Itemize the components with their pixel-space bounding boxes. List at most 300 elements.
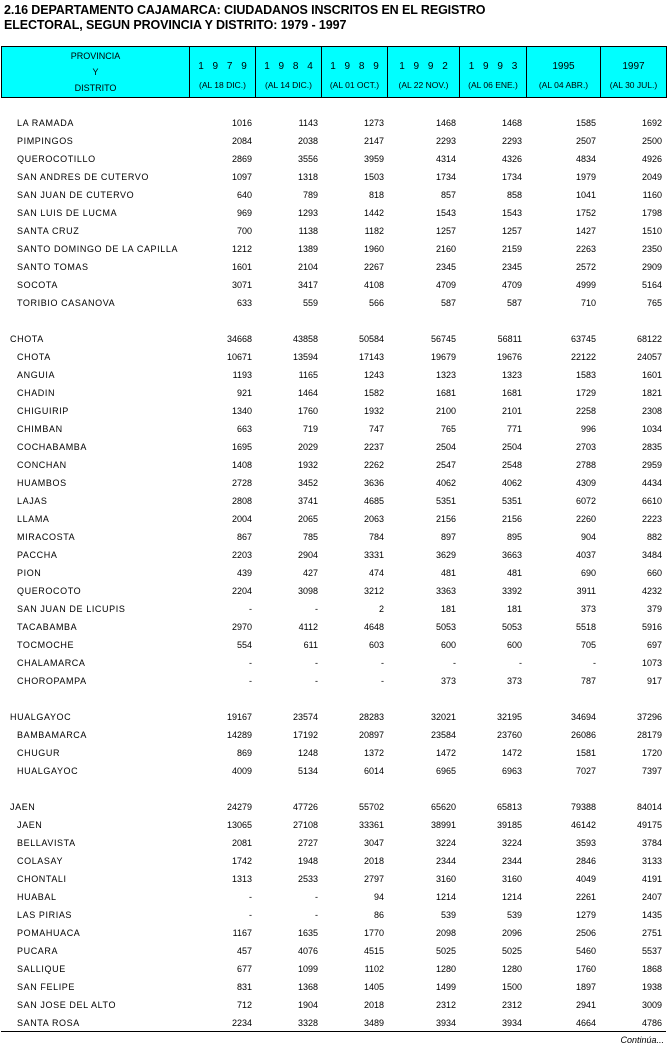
value-cell: 22122	[570, 352, 596, 362]
value-cell: 2160	[435, 244, 456, 254]
header-year-1993: 1 9 9 3 (AL 06 ENE.)	[460, 47, 527, 98]
district-row	[0, 258, 667, 276]
value-cell: 3452	[297, 478, 318, 488]
value-cell: 2049	[641, 172, 662, 182]
value-cell: 2808	[231, 496, 252, 506]
district-row	[0, 348, 667, 366]
value-cell: 3224	[435, 838, 456, 848]
value-cell: 4076	[297, 946, 318, 956]
value-cell: 37296	[636, 712, 662, 722]
value-cell: 2703	[575, 442, 596, 452]
value-cell: 1214	[435, 892, 456, 902]
value-cell: 7397	[641, 766, 662, 776]
value-cell: 3484	[641, 550, 662, 560]
district-name: LAJAS	[17, 496, 48, 506]
value-cell: 4515	[363, 946, 384, 956]
value-cell: 2203	[231, 550, 252, 560]
value-cell: 4062	[501, 478, 522, 488]
value-cell: 2261	[575, 892, 596, 902]
value-cell: 2262	[363, 460, 384, 470]
value-cell: 5351	[435, 496, 456, 506]
value-cell: 1581	[575, 748, 596, 758]
value-cell: 4999	[575, 280, 596, 290]
header-year-1984: 1 9 8 4 (AL 14 DIC.)	[256, 47, 322, 98]
value-cell: 3224	[501, 838, 522, 848]
value-cell: 867	[236, 532, 252, 542]
value-cell: 3160	[435, 874, 456, 884]
value-cell: 4314	[435, 154, 456, 164]
district-row	[0, 762, 667, 780]
value-cell: 3636	[363, 478, 384, 488]
value-cell: 663	[236, 424, 252, 434]
value-cell: 4191	[641, 874, 662, 884]
value-cell: 3489	[363, 1018, 384, 1028]
value-cell: 600	[506, 640, 522, 650]
value-cell: 481	[440, 568, 456, 578]
value-cell: 2223	[641, 514, 662, 524]
value-cell: 4112	[298, 622, 318, 632]
value-cell: 1734	[501, 172, 522, 182]
value-cell: 65813	[496, 802, 522, 812]
value-cell: 904	[580, 532, 596, 542]
value-cell: 1138	[298, 226, 318, 236]
spacer-row	[0, 312, 667, 330]
value-cell: 3417	[297, 280, 318, 290]
value-cell: 474	[368, 568, 384, 578]
value-cell: 1041	[575, 190, 596, 200]
value-cell: 747	[368, 424, 384, 434]
district-row	[0, 564, 667, 582]
value-cell: 1257	[435, 226, 456, 236]
value-cell: 1073	[641, 658, 662, 668]
value-cell: 6610	[641, 496, 662, 506]
value-cell: 2904	[297, 550, 318, 560]
value-cell: 3328	[297, 1018, 318, 1028]
value-cell: 23574	[292, 712, 318, 722]
value-cell: 1427	[575, 226, 596, 236]
value-cell: 1499	[435, 982, 456, 992]
district-row	[0, 492, 667, 510]
value-cell: 4648	[363, 622, 384, 632]
value-cell: 68122	[636, 334, 662, 344]
value-cell: 4062	[435, 478, 456, 488]
value-cell: 1280	[435, 964, 456, 974]
value-cell: -	[453, 658, 456, 668]
value-cell: 1582	[363, 388, 384, 398]
value-cell: 4434	[641, 478, 662, 488]
district-row	[0, 960, 667, 978]
value-cell: 63745	[570, 334, 596, 344]
value-cell: 32195	[496, 712, 522, 722]
value-cell: 5025	[435, 946, 456, 956]
value-cell: 10671	[226, 352, 252, 362]
value-cell: 857	[440, 190, 456, 200]
district-name: CHIMBAN	[17, 424, 63, 434]
value-cell: 1752	[575, 208, 596, 218]
value-cell: 2029	[297, 442, 318, 452]
district-row	[0, 834, 667, 852]
value-cell: 869	[236, 748, 252, 758]
district-row	[0, 186, 667, 204]
value-cell: 4108	[363, 280, 384, 290]
value-cell: 4309	[575, 478, 596, 488]
district-name: TOCMOCHE	[17, 640, 75, 650]
value-cell: 785	[302, 532, 318, 542]
district-row	[0, 150, 667, 168]
province-name: HUALGAYOC	[10, 712, 72, 722]
value-cell: 1160	[642, 190, 662, 200]
value-cell: 1097	[231, 172, 252, 182]
value-cell: 4786	[641, 1018, 662, 1028]
district-name: HUAMBOS	[17, 478, 67, 488]
district-row	[0, 366, 667, 384]
value-cell: 3934	[501, 1018, 522, 1028]
header-year-1997: 1997 (AL 30 JUL.)	[601, 47, 667, 98]
value-cell: 1368	[297, 982, 318, 992]
district-row	[0, 546, 667, 564]
value-cell: 917	[646, 676, 662, 686]
value-cell: 4834	[575, 154, 596, 164]
value-cell: -	[315, 676, 318, 686]
district-row	[0, 402, 667, 420]
value-cell: 3009	[641, 1000, 662, 1010]
value-cell: 1167	[232, 928, 252, 938]
value-cell: 2970	[231, 622, 252, 632]
district-name: PACCHA	[17, 550, 58, 560]
district-row	[0, 726, 667, 744]
value-cell: 2	[378, 604, 384, 614]
value-cell: 2204	[231, 586, 252, 596]
value-cell: 5134	[297, 766, 318, 776]
district-name: SOCOTA	[17, 280, 58, 290]
district-name: PUCARA	[17, 946, 59, 956]
value-cell: 1193	[232, 370, 252, 380]
value-cell: 2797	[363, 874, 384, 884]
value-cell: 2101	[501, 406, 522, 416]
value-cell: 457	[236, 946, 252, 956]
value-cell: 660	[646, 568, 662, 578]
value-cell: -	[315, 604, 318, 614]
district-row	[0, 744, 667, 762]
district-name: SALLIQUE	[17, 964, 66, 974]
district-name: QUEROCOTO	[17, 586, 82, 596]
value-cell: 4049	[575, 874, 596, 884]
value-cell: 55702	[358, 802, 384, 812]
value-cell: 921	[236, 388, 252, 398]
district-name: QUEROCOTILLO	[17, 154, 96, 164]
value-cell: 2147	[363, 136, 384, 146]
district-name: ANGUIA	[17, 370, 56, 380]
value-cell: 3784	[641, 838, 662, 848]
district-row	[0, 618, 667, 636]
value-cell: 1165	[298, 370, 318, 380]
district-row	[0, 438, 667, 456]
value-cell: 2293	[435, 136, 456, 146]
value-cell: 996	[580, 424, 596, 434]
district-name: CHADIN	[17, 388, 56, 398]
district-row	[0, 420, 667, 438]
district-name: CHOROPAMPA	[17, 676, 87, 686]
value-cell: 4664	[575, 1018, 596, 1028]
district-name: CHUGUR	[17, 748, 61, 758]
value-cell: 2345	[435, 262, 456, 272]
value-cell: 13065	[226, 820, 252, 830]
value-cell: 4709	[501, 280, 522, 290]
header-provincia-distrito: PROVINCIA Y DISTRITO	[2, 47, 190, 98]
district-row	[0, 654, 667, 672]
value-cell: 2065	[297, 514, 318, 524]
value-cell: -	[381, 676, 384, 686]
value-cell: 2004	[231, 514, 252, 524]
value-cell: 2096	[501, 928, 522, 938]
district-name: BAMBAMARCA	[17, 730, 88, 740]
value-cell: 1472	[435, 748, 456, 758]
value-cell: 2345	[501, 262, 522, 272]
value-cell: 787	[580, 676, 596, 686]
value-cell: 2081	[231, 838, 252, 848]
table-body	[0, 114, 667, 1032]
value-cell: 6014	[363, 766, 384, 776]
value-cell: 3629	[435, 550, 456, 560]
value-cell: 24057	[636, 352, 662, 362]
value-cell: 5518	[575, 622, 596, 632]
value-cell: 6963	[501, 766, 522, 776]
value-cell: 1681	[435, 388, 456, 398]
value-cell: 1442	[363, 208, 384, 218]
value-cell: 2869	[231, 154, 252, 164]
value-cell: 1948	[297, 856, 318, 866]
value-cell: 4232	[641, 586, 662, 596]
value-cell: 1102	[364, 964, 384, 974]
value-cell: 1323	[501, 370, 522, 380]
value-cell: 6965	[435, 766, 456, 776]
district-name: TORIBIO CASANOVA	[17, 298, 116, 308]
value-cell: 3392	[501, 586, 522, 596]
value-cell: 1734	[435, 172, 456, 182]
value-cell: 5460	[575, 946, 596, 956]
value-cell: 1938	[641, 982, 662, 992]
value-cell: 94	[373, 892, 384, 902]
value-cell: 1932	[297, 460, 318, 470]
district-name: PION	[17, 568, 42, 578]
value-cell: 710	[580, 298, 596, 308]
value-cell: 3911	[576, 586, 596, 596]
title-line-1: 2.16 DEPARTAMENTO CAJAMARCA: CIUDADANOS INSCRITOS EN EL REGISTRO	[4, 3, 486, 17]
value-cell: 1979	[575, 172, 596, 182]
value-cell: 2293	[501, 136, 522, 146]
district-name: HUABAL	[17, 892, 57, 902]
value-cell: 50584	[358, 334, 384, 344]
value-cell: 181	[506, 604, 522, 614]
value-cell: 1182	[364, 226, 384, 236]
value-cell: 2507	[575, 136, 596, 146]
district-row	[0, 474, 667, 492]
value-cell: 2100	[435, 406, 456, 416]
value-cell: 554	[236, 640, 252, 650]
value-cell: 1313	[231, 874, 252, 884]
value-cell: 1293	[297, 208, 318, 218]
district-name: COLASAY	[17, 856, 64, 866]
district-row	[0, 204, 667, 222]
value-cell: 1472	[501, 748, 522, 758]
district-name: POMAHUACA	[17, 928, 81, 938]
value-cell: 3593	[575, 838, 596, 848]
value-cell: 373	[440, 676, 456, 686]
district-name: SANTO TOMAS	[17, 262, 89, 272]
value-cell: 2156	[435, 514, 456, 524]
value-cell: 3212	[363, 586, 384, 596]
value-cell: 1468	[501, 118, 522, 128]
value-cell: 539	[506, 910, 522, 920]
value-cell: 2727	[297, 838, 318, 848]
value-cell: 49175	[636, 820, 662, 830]
value-cell: -	[249, 604, 252, 614]
value-cell: 19167	[226, 712, 252, 722]
value-cell: 5053	[501, 622, 522, 632]
value-cell: -	[315, 658, 318, 668]
value-cell: 2104	[297, 262, 318, 272]
value-cell: 2500	[641, 136, 662, 146]
value-cell: 2909	[641, 262, 662, 272]
value-cell: 2846	[575, 856, 596, 866]
value-cell: 23760	[496, 730, 522, 740]
value-cell: 1681	[501, 388, 522, 398]
value-cell: 1408	[231, 460, 252, 470]
value-cell: 895	[506, 532, 522, 542]
value-cell: 2258	[575, 406, 596, 416]
value-cell: 2156	[501, 514, 522, 524]
value-cell: 19676	[496, 352, 522, 362]
value-cell: 181	[440, 604, 456, 614]
value-cell: -	[249, 658, 252, 668]
value-cell: 2038	[297, 136, 318, 146]
province-row	[0, 330, 667, 348]
value-cell: 2572	[575, 262, 596, 272]
value-cell: 4926	[641, 154, 662, 164]
value-cell: -	[249, 676, 252, 686]
district-name: CHIGUIRIP	[17, 406, 69, 416]
value-cell: 3331	[363, 550, 384, 560]
value-cell: 5537	[641, 946, 662, 956]
value-cell: 28283	[358, 712, 384, 722]
value-cell: 2835	[641, 442, 662, 452]
district-row	[0, 222, 667, 240]
value-cell: 1583	[575, 370, 596, 380]
value-cell: 20897	[358, 730, 384, 740]
value-cell: 1099	[297, 964, 318, 974]
value-cell: 2344	[501, 856, 522, 866]
value-cell: 2350	[641, 244, 662, 254]
value-cell: 611	[303, 640, 318, 650]
district-row	[0, 240, 667, 258]
value-cell: 784	[368, 532, 384, 542]
value-cell: 690	[580, 568, 596, 578]
value-cell: 1243	[363, 370, 384, 380]
spacer-row	[0, 780, 667, 798]
value-cell: 1280	[501, 964, 522, 974]
value-cell: 1904	[297, 1000, 318, 1010]
district-name: SANTA CRUZ	[17, 226, 80, 236]
value-cell: 2063	[363, 514, 384, 524]
table-header	[1, 46, 667, 98]
value-cell: 2941	[575, 1000, 596, 1010]
district-name: LAS PIRIAS	[17, 910, 73, 920]
value-cell: 5053	[435, 622, 456, 632]
value-cell: 1214	[501, 892, 522, 902]
district-name: COCHABAMBA	[17, 442, 88, 452]
value-cell: 858	[506, 190, 522, 200]
value-cell: 2344	[435, 856, 456, 866]
value-cell: 46142	[570, 820, 596, 830]
value-cell: 5164	[641, 280, 662, 290]
district-row	[0, 456, 667, 474]
value-cell: 2504	[501, 442, 522, 452]
district-row	[0, 924, 667, 942]
value-cell: 5351	[501, 496, 522, 506]
value-cell: 43858	[292, 334, 318, 344]
value-cell: 1720	[641, 748, 662, 758]
value-cell: 600	[440, 640, 456, 650]
value-cell: 38991	[430, 820, 456, 830]
district-row	[0, 510, 667, 528]
value-cell: 19679	[430, 352, 456, 362]
value-cell: 771	[506, 424, 522, 434]
district-row	[0, 114, 667, 132]
continues-note: Continúa...	[620, 1035, 664, 1045]
value-cell: 2959	[641, 460, 662, 470]
value-cell: 566	[368, 298, 384, 308]
value-cell: 2159	[501, 244, 522, 254]
province-row	[0, 708, 667, 726]
value-cell: 2533	[297, 874, 318, 884]
district-row	[0, 636, 667, 654]
value-cell: 1468	[435, 118, 456, 128]
value-cell: 13594	[292, 352, 318, 362]
value-cell: 1760	[297, 406, 318, 416]
value-cell: 4685	[363, 496, 384, 506]
value-cell: 1273	[363, 118, 384, 128]
value-cell: 1016	[231, 118, 252, 128]
value-cell: 86	[373, 910, 384, 920]
value-cell: 14289	[226, 730, 252, 740]
value-cell: 2504	[435, 442, 456, 452]
value-cell: 3363	[435, 586, 456, 596]
value-cell: 705	[580, 640, 596, 650]
value-cell: 3071	[231, 280, 252, 290]
value-cell: 1143	[298, 118, 318, 128]
value-cell: 4037	[575, 550, 596, 560]
value-cell: 5916	[641, 622, 662, 632]
value-cell: 789	[302, 190, 318, 200]
value-cell: 587	[506, 298, 522, 308]
value-cell: 1340	[231, 406, 252, 416]
value-cell: 373	[580, 604, 596, 614]
value-cell: 1543	[501, 208, 522, 218]
province-name: JAEN	[10, 802, 36, 812]
district-row	[0, 816, 667, 834]
value-cell: -	[593, 658, 596, 668]
value-cell: 2098	[435, 928, 456, 938]
district-name: SAN FELIPE	[17, 982, 76, 992]
value-cell: 28179	[636, 730, 662, 740]
value-cell: 1742	[231, 856, 252, 866]
value-cell: 2728	[231, 478, 252, 488]
value-cell: 1405	[363, 982, 384, 992]
value-cell: 897	[440, 532, 456, 542]
district-row	[0, 1014, 667, 1032]
value-cell: 56745	[430, 334, 456, 344]
district-row	[0, 870, 667, 888]
